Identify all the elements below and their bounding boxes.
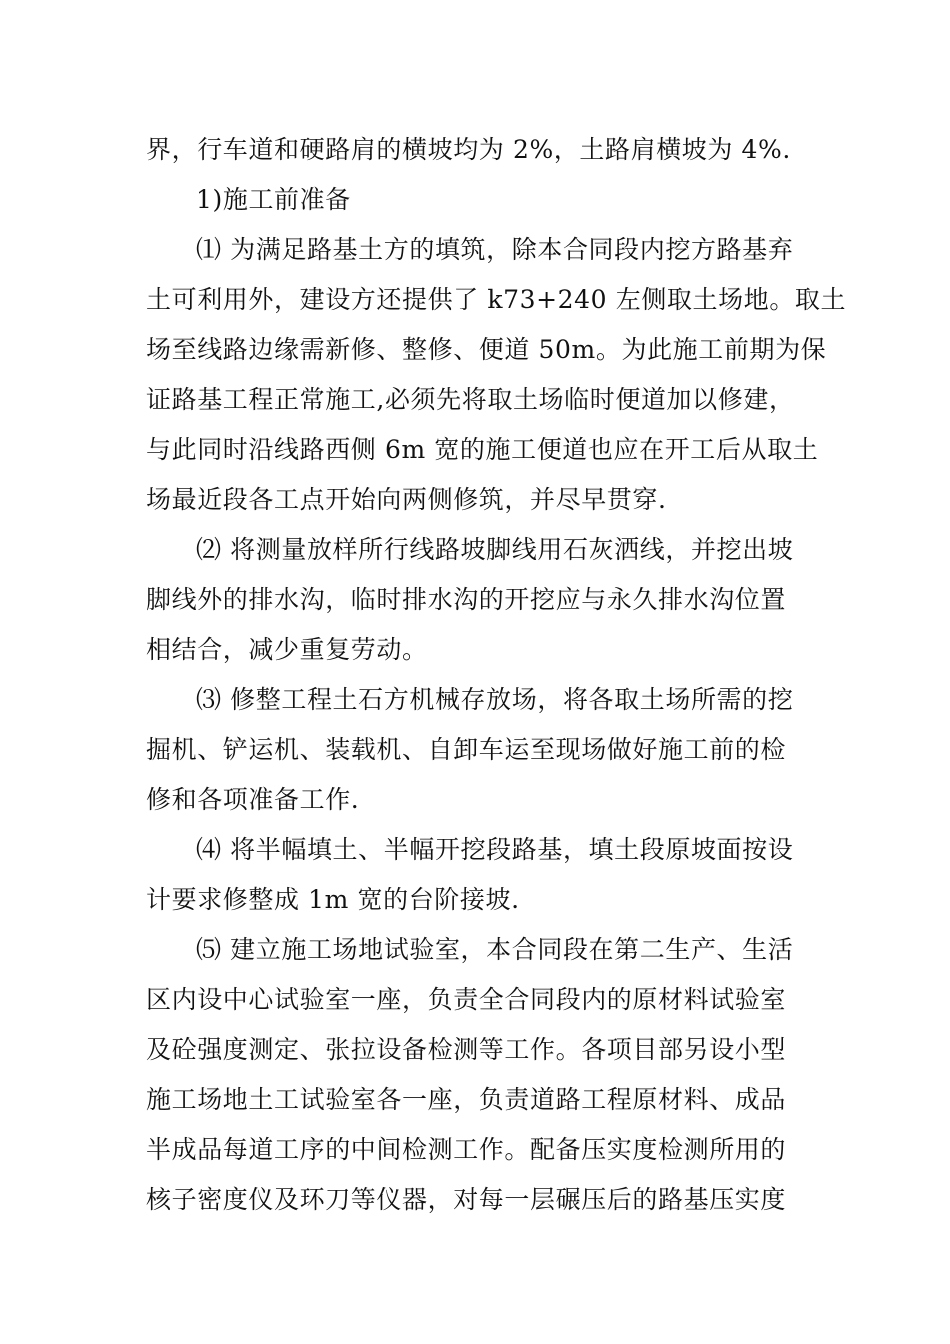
- text-line: 脚线外的排水沟，临时排水沟的开挖应与永久排水沟位置: [146, 585, 787, 614]
- text-line: ⑷ 将半幅填土、半幅开挖段路基，填土段原坡面按设: [196, 835, 794, 864]
- text-line: 场至线路边缘需新修、整修、便道 50m。为此施工前期为保: [146, 335, 827, 364]
- text-line: ⑶ 修整工程土石方机械存放场，将各取土场所需的挖: [196, 685, 794, 714]
- text-line: ⑴ 为满足路基土方的填筑，除本合同段内挖方路基弃: [196, 235, 794, 264]
- text-line: ⑵ 将测量放样所行线路坡脚线用石灰洒线，并挖出坡: [196, 535, 794, 564]
- text-line: 及砼强度测定、张拉设备检测等工作。各项目部另设小型: [146, 1035, 787, 1064]
- text-line: 区内设中心试验室一座，负责全合同段内的原材料试验室: [146, 985, 787, 1014]
- text-line: ⑸ 建立施工场地试验室，本合同段在第二生产、生活: [196, 935, 794, 964]
- text-line: 计要求修整成 1m 宽的台阶接坡.: [146, 885, 520, 914]
- section-heading: 1)施工前准备: [196, 185, 351, 214]
- text-line: 修和各项准备工作.: [146, 785, 360, 814]
- text-line: 与此同时沿线路西侧 6m 宽的施工便道也应在开工后从取土: [146, 435, 819, 464]
- text-line: 界，行车道和硬路肩的横坡均为 2%，土路肩横坡为 4%.: [146, 135, 791, 164]
- text-line: 半成品每道工序的中间检测工作。配备压实度检测所用的: [146, 1135, 787, 1164]
- text-line: 施工场地土工试验室各一座，负责道路工程原材料、成品: [146, 1085, 787, 1114]
- text-line: 掘机、铲运机、装载机、自卸车运至现场做好施工前的检: [146, 735, 787, 764]
- text-line: 场最近段各工点开始向两侧修筑，并尽早贯穿.: [146, 485, 667, 514]
- text-line: 核子密度仪及环刀等仪器，对每一层碾压后的路基压实度: [146, 1185, 787, 1214]
- text-line: 相结合，减少重复劳动。: [146, 635, 428, 664]
- text-line: 证路基工程正常施工,必须先将取土场临时便道加以修建，: [146, 385, 795, 414]
- text-line: 土可利用外，建设方还提供了 k73+240 左侧取土场地。取土: [146, 285, 847, 314]
